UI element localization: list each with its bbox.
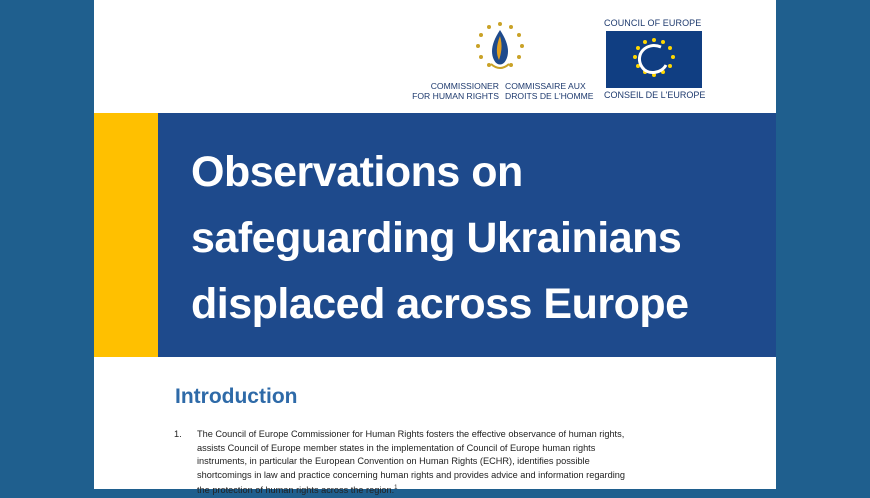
paragraph-line: assists Council of Europe member states in the implementation of Council of Europe human rights [197, 442, 596, 453]
footnote-ref[interactable]: 1 [394, 485, 398, 492]
commissioner-emblem-icon [470, 20, 530, 78]
paragraph-number: 1. [174, 429, 182, 439]
coe-title: COUNCIL OF EUROPE [604, 18, 702, 28]
commissioner-logo [407, 20, 597, 100]
title-line: displaced across Europe [191, 280, 689, 328]
commissioner-label-fr: COMMISSAIRE AUX DROITS DE L'HOMME [505, 81, 594, 101]
banner-accent-bar [94, 113, 158, 357]
paragraph-line: shortcomings in law and practice concerning human rights and provides advice and information regarding [197, 469, 625, 480]
title-line: Observations on [191, 148, 523, 196]
coe-emblem [606, 31, 702, 88]
commissioner-label-en: COMMISSIONER FOR HUMAN RIGHTS [412, 81, 499, 101]
section-heading: Introduction [175, 385, 298, 408]
paragraph-line: instruments, in particular the European Convention on Human Rights (ECHR), identifies possible [197, 456, 590, 467]
title-banner [158, 113, 776, 357]
title-line: safeguarding Ukrainians [191, 214, 682, 262]
coe-subtitle: CONSEIL DE L'EUROPE [604, 90, 706, 100]
document-page [94, 0, 776, 496]
paragraph-line: the protection of human rights across the region.$^1$ [197, 485, 398, 496]
coe-stars-icon [606, 31, 702, 88]
paragraph-line: The Council of Europe Commissioner for Human Rights fosters the effective observance of human rights, [197, 429, 625, 439]
council-of-europe-logo [602, 18, 712, 102]
document-title [191, 139, 771, 337]
paragraph-text [197, 428, 731, 498]
